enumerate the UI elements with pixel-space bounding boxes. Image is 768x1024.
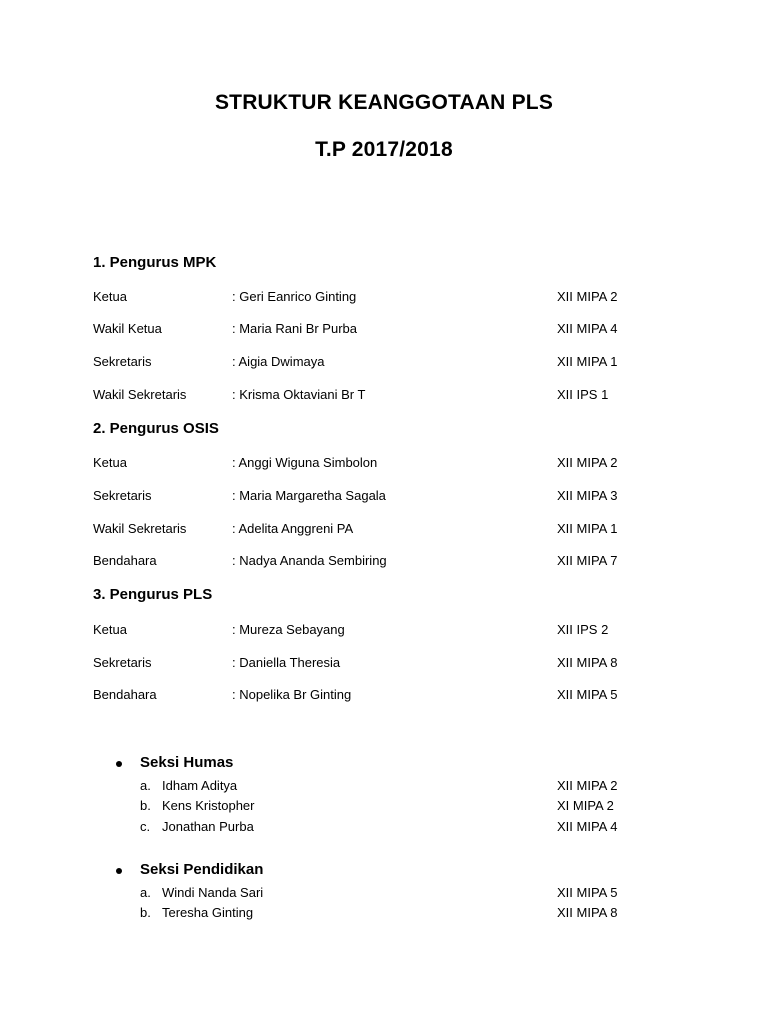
member-class: XII MIPA 1	[557, 354, 618, 369]
section-heading-mpk: 1. Pengurus MPK	[93, 254, 217, 271]
member-name: : Mureza Sebayang	[232, 622, 345, 637]
seksi-heading-pendidikan: Seksi Pendidikan	[140, 861, 264, 878]
list-item	[0, 819, 768, 837]
section-heading-osis: 2. Pengurus OSIS	[93, 420, 219, 437]
member-name: : Nadya Ananda Sembiring	[232, 553, 387, 568]
role-label: Ketua	[93, 622, 127, 637]
member-name: Jonathan Purba	[162, 819, 254, 834]
table-row	[0, 387, 768, 405]
member-class: XII MIPA 2	[557, 289, 618, 304]
member-class: XII MIPA 2	[557, 455, 618, 470]
list-item	[0, 778, 768, 796]
list-item	[0, 798, 768, 816]
member-class: XII MIPA 4	[557, 321, 618, 336]
member-class: XII MIPA 8	[557, 905, 618, 920]
role-label: Ketua	[93, 455, 127, 470]
member-name: Kens Kristopher	[162, 798, 255, 813]
role-label: Wakil Sekretaris	[93, 521, 187, 536]
table-row	[0, 687, 768, 705]
member-name: : Krisma Oktaviani Br T	[232, 387, 366, 402]
member-class: XII MIPA 7	[557, 553, 618, 568]
seksi-heading-humas: Seksi Humas	[140, 754, 234, 771]
role-label: Bendahara	[93, 687, 157, 702]
role-label: Sekretaris	[93, 354, 152, 369]
table-row	[0, 622, 768, 640]
member-name: : Geri Eanrico Ginting	[232, 289, 357, 304]
bullet-icon	[116, 761, 122, 767]
list-marker: a.	[140, 778, 151, 793]
member-name: Teresha Ginting	[162, 905, 254, 920]
list-marker: b.	[140, 905, 151, 920]
member-class: XII IPS 1	[557, 387, 609, 402]
list-marker: c.	[140, 819, 151, 834]
list-item	[0, 905, 768, 923]
member-class: XII IPS 2	[557, 622, 609, 637]
role-label: Wakil Ketua	[93, 321, 162, 336]
table-row	[0, 553, 768, 571]
role-label: Bendahara	[93, 553, 157, 568]
document-title: STRUKTUR KEANGGOTAAN PLS	[214, 91, 554, 114]
role-label: Wakil Sekretaris	[93, 387, 187, 402]
table-row	[0, 354, 768, 372]
member-name: : Maria Rani Br Purba	[232, 321, 357, 336]
member-name: : Daniella Theresia	[232, 655, 341, 670]
member-name: Idham Aditya	[162, 778, 238, 793]
member-name: : Adelita Anggreni PA	[232, 521, 354, 536]
member-name: : Aigia Dwimaya	[232, 354, 325, 369]
list-item	[0, 885, 768, 903]
bullet-icon	[116, 868, 122, 874]
table-row	[0, 321, 768, 339]
list-marker: a.	[140, 885, 151, 900]
member-class: XII MIPA 3	[557, 488, 618, 503]
member-class: XII MIPA 2	[557, 778, 618, 793]
table-row	[0, 655, 768, 673]
member-name: Windi Nanda Sari	[162, 885, 264, 900]
member-class: XII MIPA 5	[557, 885, 618, 900]
member-class: XII MIPA 8	[557, 655, 618, 670]
member-name: : Maria Margaretha Sagala	[232, 488, 386, 503]
member-name: : Nopelika Br Ginting	[232, 687, 352, 702]
role-label: Ketua	[93, 289, 127, 304]
role-label: Sekretaris	[93, 488, 152, 503]
member-class: XII MIPA 4	[557, 819, 618, 834]
member-class: XII MIPA 5	[557, 687, 618, 702]
member-class: XII MIPA 1	[557, 521, 618, 536]
list-marker: b.	[140, 798, 151, 813]
table-row	[0, 521, 768, 539]
section-heading-pls: 3. Pengurus PLS	[93, 586, 213, 603]
table-row	[0, 488, 768, 506]
table-row	[0, 455, 768, 473]
role-label: Sekretaris	[93, 655, 152, 670]
member-name: : Anggi Wiguna Simbolon	[232, 455, 378, 470]
member-class: XI MIPA 2	[557, 798, 614, 813]
document-subtitle: T.P 2017/2018	[315, 138, 453, 161]
table-row	[0, 289, 768, 307]
